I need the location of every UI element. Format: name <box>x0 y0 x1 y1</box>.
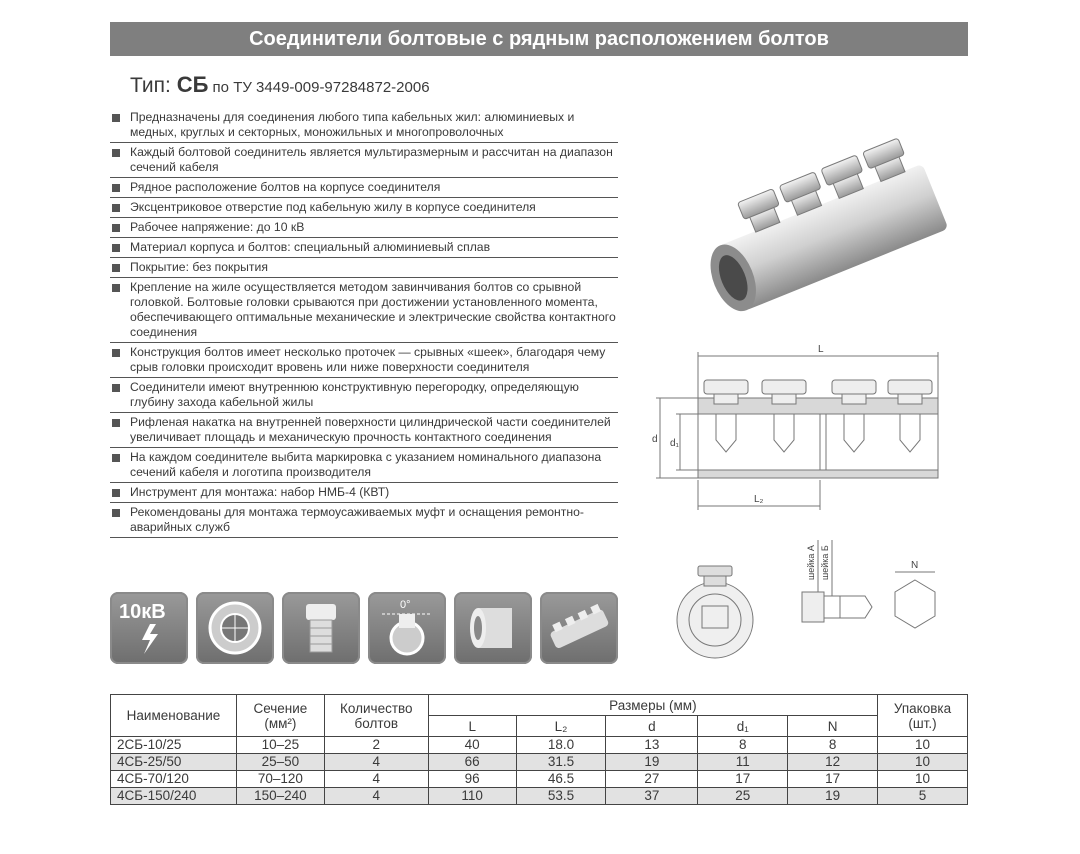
bullet-icon <box>112 184 120 192</box>
bullet-icon <box>112 224 120 232</box>
neck-a-label: шейка А <box>806 545 816 580</box>
bolt-drawing <box>660 530 960 670</box>
knurling-icon <box>540 592 618 664</box>
list-item: Крепление на жиле осуществляется методом завинчивания болтов со срывной головкой. Болтовые головки срываются при достижении установленного момента, обеспечивающего оптимальные механические и электрические свойства контактного соединения <box>110 278 618 343</box>
section-drawing <box>640 340 960 520</box>
header-d1: d₁ <box>698 716 788 737</box>
angle-icon <box>368 592 446 664</box>
list-item: Инструмент для монтажа: набор НМБ-4 (КВТ) <box>110 483 618 503</box>
bullet-icon <box>112 114 120 122</box>
feature-icons <box>110 592 618 664</box>
header-section: Сечение (мм²) <box>236 695 324 737</box>
bullet-icon <box>112 509 120 517</box>
table-row: 4СБ-25/50 25–50 4 66 31.5 19 11 12 10 <box>111 754 968 771</box>
bullet-icon <box>112 349 120 357</box>
list-item: Материал корпуса и болтов: специальный алюминиевый сплав <box>110 238 618 258</box>
header-L2: L₂ <box>516 716 606 737</box>
table-row: 4СБ-70/120 70–120 4 96 46.5 27 17 17 10 <box>111 771 968 788</box>
table-row: 4СБ-150/240 150–240 4 110 53.5 37 25 19 5 <box>111 788 968 805</box>
specs-table <box>110 694 968 805</box>
list-item: Рабочее напряжение: до 10 кВ <box>110 218 618 238</box>
voltage-icon <box>110 592 188 664</box>
list-item: Каждый болтовой соединитель является мультиразмерным и рассчитан на диапазон сечений кабеля <box>110 143 618 178</box>
list-item: Предназначены для соединения любого типа кабельных жил: алюминиевых и медных, круглых и секторных, моножильных и многопроволочных <box>110 108 618 143</box>
dim-L: L <box>818 344 824 355</box>
list-item: Покрытие: без покрытия <box>110 258 618 278</box>
table-row: 2СБ-10/25 10–25 2 40 18.0 13 8 8 10 <box>111 737 968 754</box>
product-photo <box>690 110 960 320</box>
type-code: СБ <box>176 72 209 97</box>
list-item: Соединители имеют внутреннюю конструктивную перегородку, определяющую глубину захода кабельной жилы <box>110 378 618 413</box>
dim-L2: L₂ <box>754 494 764 505</box>
type-line <box>130 72 430 98</box>
header-bolts: Количество болтов <box>324 695 428 737</box>
bullet-icon <box>112 284 120 292</box>
bullet-icon <box>112 419 120 427</box>
feature-list <box>110 108 618 538</box>
bullet-icon <box>112 204 120 212</box>
bullet-icon <box>112 264 120 272</box>
list-item: Рядное расположение болтов на корпусе соединителя <box>110 178 618 198</box>
bullet-icon <box>112 384 120 392</box>
bullet-icon <box>112 489 120 497</box>
neck-b-label: шейка Б <box>820 545 830 580</box>
bolt-head-icon <box>282 592 360 664</box>
type-prefix: Тип: <box>130 74 177 97</box>
dim-N: N <box>911 560 919 571</box>
voltage-label: 10кВ <box>119 601 166 623</box>
sleeve-icon <box>454 592 532 664</box>
header-d: d <box>606 716 698 737</box>
header-N: N <box>788 716 878 737</box>
dim-d: d <box>652 434 658 445</box>
cross-section-icon <box>196 592 274 664</box>
header-dims: Размеры (мм) <box>428 695 877 716</box>
bullet-icon <box>112 244 120 252</box>
list-item: Рекомендованы для монтажа термоусаживаемых муфт и оснащения ремонтно-аварийных служб <box>110 503 618 538</box>
dim-d1: d₁ <box>670 438 679 449</box>
list-item: Конструкция болтов имеет несколько проточек — срывных «шеек», благодаря чему срыв головки происходит вровень или ниже поверхности соединителя <box>110 343 618 378</box>
list-item: Рифленая накатка на внутренней поверхности цилиндрической части соединителей увеличивает площадь и механическую прочность контактного соединения <box>110 413 618 448</box>
page-title: Соединители болтовые с рядным расположением болтов <box>110 22 968 56</box>
angle-label: 0° <box>400 599 411 611</box>
list-item: Эксцентриковое отверстие под кабельную жилу в корпусе соединителя <box>110 198 618 218</box>
list-item: На каждом соединителе выбита маркировка с указанием номинального диапазона сечений кабеля и логотипа производителя <box>110 448 618 483</box>
header-pack: Упаковка (шт.) <box>878 695 968 737</box>
bullet-icon <box>112 149 120 157</box>
header-name: Наименование <box>111 695 237 737</box>
bullet-icon <box>112 454 120 462</box>
type-tu: по ТУ 3449-009-97284872-2006 <box>208 79 430 96</box>
header-L: L <box>428 716 516 737</box>
